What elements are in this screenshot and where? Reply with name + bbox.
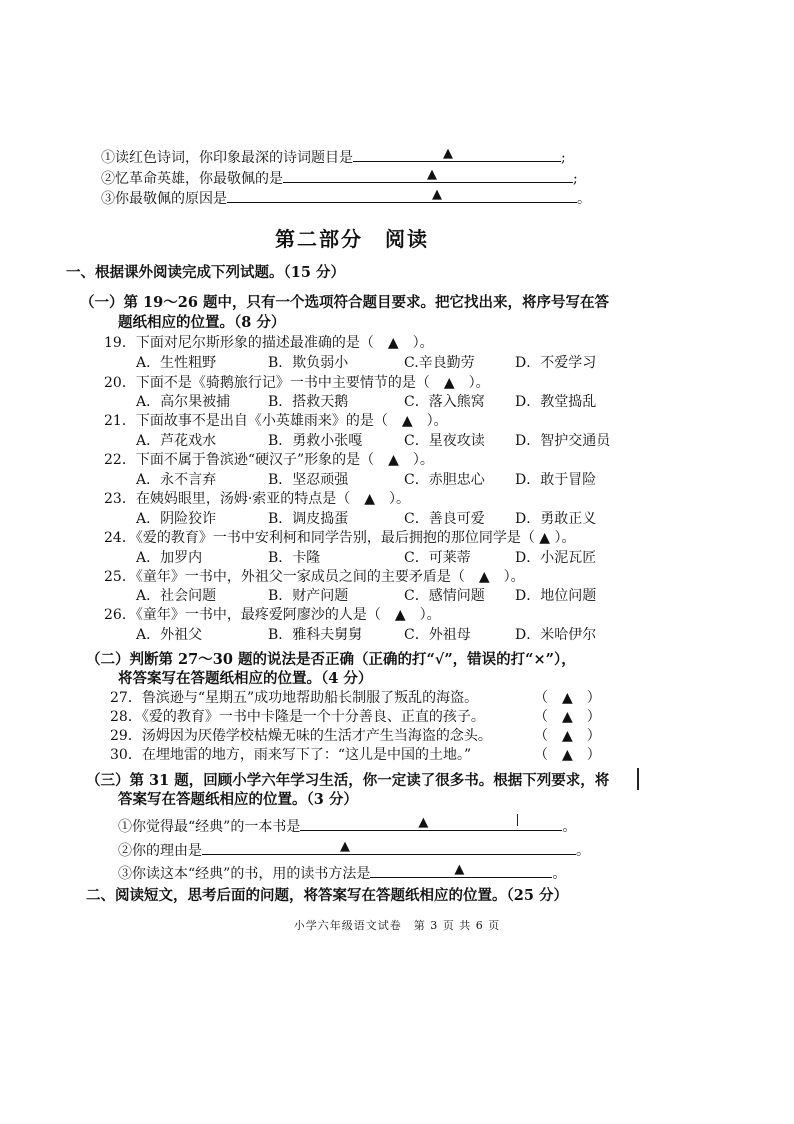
sub3-instruction: （三）第 31 题，回顾小学六年学习生活，你一定读了很多书。根据下列要求，将 <box>86 772 610 789</box>
answer-marker: （ ▲ ） <box>534 690 601 706</box>
answer-blank <box>370 863 552 878</box>
question-26: 26．《童年》一书中，最疼爱阿廖沙的人是（ ▲ ）。 <box>104 607 441 623</box>
option-a: A．外祖父 <box>136 627 203 643</box>
answer-marker: （ ▲ ） <box>534 747 601 763</box>
question-31-method: ③你读这本“经典”的书，用的读书方法是 ▲ 。 <box>118 862 567 882</box>
option-a: A．阴险狡诈 <box>136 511 217 527</box>
option-b: B．雅科夫舅舅 <box>268 627 363 643</box>
sub3-instruction-cont: 答案写在答题纸相应的位置。（3 分） <box>118 791 358 808</box>
section-2-title: 二、阅读短文，思考后面的问题，将答案写在答题纸相应的位置。（25 分） <box>86 887 568 904</box>
answer-blank <box>283 168 573 183</box>
answer-marker: ▲ <box>454 862 465 877</box>
page-footer: 小学六年级语文试卷 第 3 页 共 6 页 <box>293 919 501 932</box>
option-a: A．生性粗野 <box>136 355 217 371</box>
question-27: 27．鲁滨逊与“星期五”成功地帮助船长制服了叛乱的海盗。 （ ▲ ） <box>110 690 601 706</box>
question-30: 30．在埋地雷的地方，雨来写下了：“这儿是中国的土地。” （ ▲ ） <box>110 747 601 763</box>
sub2-instruction-cont: 将答案写在答题纸相应的位置。（4 分） <box>118 670 373 687</box>
option-a: A．高尔果被捕 <box>136 394 231 410</box>
sub1-instruction: （一）第 19～26 题中，只有一个选项符合题目要求。把它找出来，将序号写在答 <box>80 294 609 311</box>
option-d: D．地位问题 <box>515 588 597 604</box>
question-29: 29．汤姆因为厌倦学校枯燥无味的生活才产生当海盗的念头。 （ ▲ ） <box>110 728 601 744</box>
option-d: D．智护交通员 <box>515 433 611 449</box>
answer-marker: ▲ <box>418 815 429 830</box>
option-b: B．财产问题 <box>268 588 349 604</box>
option-d: D．教堂捣乱 <box>515 394 597 410</box>
sub2-instruction: （二）判断第 27～30 题的说法是否正确（正确的打“√”，错误的打“×”）， <box>86 651 576 668</box>
poem-question: ①读红色诗词，你印象最深的诗词题目是 ▲ ; <box>101 146 566 166</box>
option-c: C．赤胆忠心 <box>404 472 485 488</box>
answer-marker: （ ▲ ） <box>534 728 601 744</box>
question-23: 23．在姨妈眼里，汤姆·索亚的特点是（ ▲ ）。 <box>104 491 411 507</box>
sub1-instruction-cont: 题纸相应的位置。（8 分） <box>118 314 286 331</box>
answer-blank <box>227 188 577 203</box>
scan-mark <box>637 768 639 790</box>
answer-marker: ▲ <box>432 187 442 202</box>
scan-mark <box>517 814 518 826</box>
answer-blank <box>300 816 562 831</box>
answer-marker: ▲ <box>340 839 350 854</box>
option-d: D．小泥瓦匠 <box>515 550 597 566</box>
option-d: D．米哈伊尔 <box>515 627 597 643</box>
question-25: 25．《童年》一书中，外祖父一家成员之间的主要矛盾是（ ▲ ）。 <box>104 569 525 585</box>
option-b: B．勇救小张嘎 <box>268 433 363 449</box>
option-a: A．芦花戏水 <box>136 433 217 449</box>
option-b: B．调皮捣蛋 <box>268 511 349 527</box>
option-c: C．星夜攻读 <box>404 433 485 449</box>
question-28: 28．《爱的教育》一书中卡隆是一个十分善良、正直的孩子。 （ ▲ ） <box>110 709 601 725</box>
option-b: B．搭救天鹅 <box>268 394 349 410</box>
option-c: C．外祖母 <box>404 627 471 643</box>
option-a: A．永不言弃 <box>136 472 217 488</box>
option-c: C．落入熊窝 <box>404 394 485 410</box>
option-b: B．坚忍顽强 <box>268 472 349 488</box>
section-1-title: 一、根据课外阅读完成下列试题。（15 分） <box>66 264 345 281</box>
answer-blank <box>353 147 561 162</box>
option-c: C．可莱蒂 <box>404 550 471 566</box>
option-d: D．敢于冒险 <box>515 472 597 488</box>
option-c: C.辛良勤劳 <box>404 355 475 371</box>
answer-marker: ▲ <box>443 146 453 161</box>
hero-question: ②忆革命英雄，你最敬佩的是 ▲ ; <box>101 167 578 187</box>
question-21: 21．下面故事不是出自《小英雄雨来》的是（ ▲ ）。 <box>104 413 448 429</box>
option-c: C．感情问题 <box>404 588 485 604</box>
option-b: B．欺负弱小 <box>268 355 349 371</box>
answer-marker: （ ▲ ） <box>534 709 601 725</box>
question-31-reason: ②你的理由是 ▲ 。 <box>118 839 590 859</box>
question-19: 19．下面对尼尔斯形象的描述最准确的是（ ▲ ）。 <box>104 335 434 351</box>
reason-question: ③你最敬佩的原因是 ▲ 。 <box>101 187 591 207</box>
option-d: D．勇敢正义 <box>515 511 597 527</box>
option-a: A．社会问题 <box>136 588 217 604</box>
answer-blank <box>202 840 576 855</box>
question-22: 22．下面不属于鲁滨逊“硬汉子”形象的是（ ▲ ）。 <box>104 452 434 468</box>
question-24: 24．《爱的教育》一书中安利柯和同学告别，最后拥抱的那位同学是（ ▲ ）。 <box>104 530 576 546</box>
option-a: A．加罗内 <box>136 550 203 566</box>
answer-marker: ▲ <box>427 167 437 182</box>
option-c: C．善良可爱 <box>404 511 485 527</box>
part-title: 第二部分 阅读 <box>275 227 429 251</box>
question-20: 20．下面不是《骑鹅旅行记》一书中主要情节的是（ ▲ ）。 <box>104 375 490 391</box>
option-b: B．卡隆 <box>268 550 321 566</box>
question-31-book: ①你觉得最“经典”的一本书是 ▲ 。 <box>118 815 577 835</box>
option-d: D．不爱学习 <box>515 355 597 371</box>
